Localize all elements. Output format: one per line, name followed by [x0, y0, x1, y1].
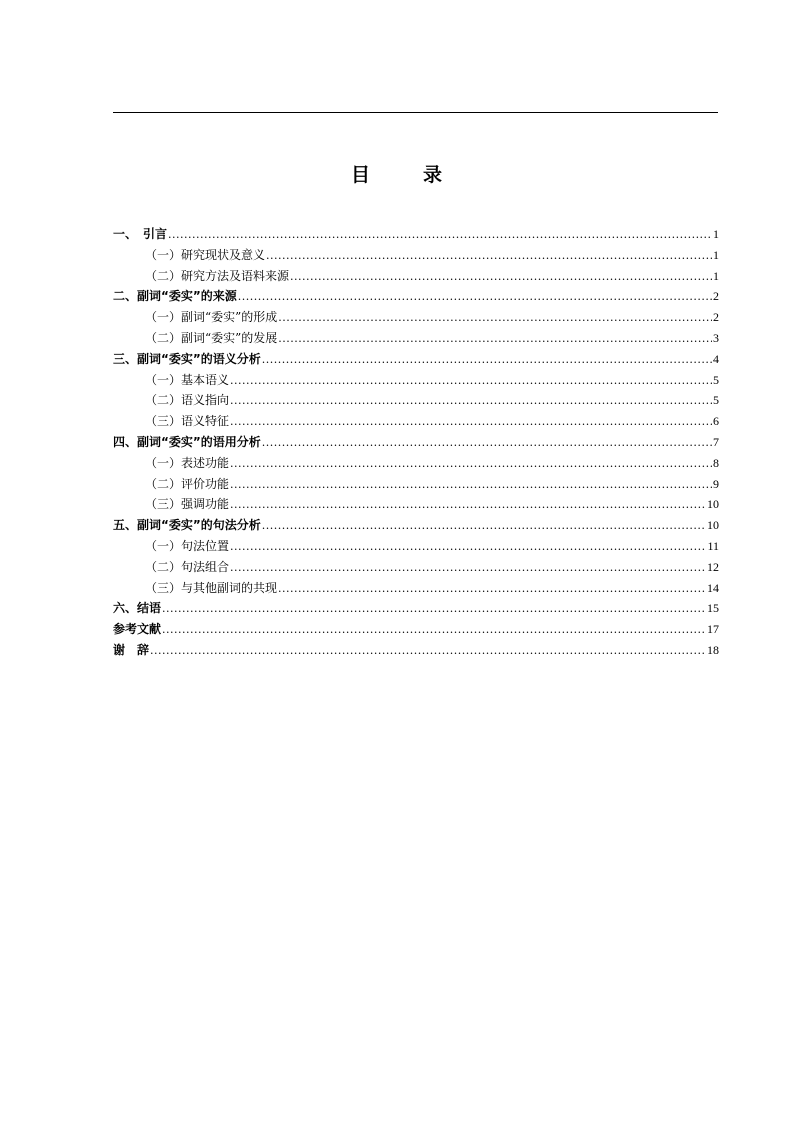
toc-section-entry[interactable]: [113, 557, 719, 578]
toc-page-number: 1: [713, 268, 719, 283]
toc-page-number: 5: [713, 372, 719, 387]
toc-entry-label: 一、 引言: [113, 227, 168, 241]
toc-page-number: 1: [713, 247, 719, 262]
toc-dot-leader: [230, 454, 712, 474]
toc-entry-label: 五、副词“委实”的句法分析: [113, 518, 261, 533]
toc-entry-label: 二、副词“委实”的来源: [113, 289, 237, 304]
toc-page-number: 9: [713, 476, 719, 491]
toc-page-number: 8: [713, 455, 719, 470]
toc-entry-label: （三）强调功能: [145, 497, 230, 512]
toc-section-entry[interactable]: [113, 266, 719, 287]
toc-dot-leader: [278, 329, 712, 349]
toc-page-number: 14: [707, 580, 719, 595]
toc-page-number: 2: [713, 310, 719, 325]
toc-page-number: 11: [707, 538, 719, 553]
toc-entry-label: （三）与其他副词的共现: [145, 580, 278, 595]
toc-dot-leader: [150, 641, 706, 661]
toc-section-entry[interactable]: [113, 474, 719, 495]
toc-dot-leader: [162, 620, 706, 640]
toc-entry-label: （一）句法位置: [145, 538, 230, 553]
toc-entry-label: （二）评价功能: [145, 476, 230, 491]
toc-dot-leader: [230, 391, 712, 411]
toc-chapter-entry[interactable]: [113, 598, 719, 619]
toc-entry-label: （二）语义指向: [145, 393, 230, 408]
toc-entry-label: （三）语义特征: [145, 414, 230, 429]
toc-dot-leader: [162, 599, 706, 619]
toc-page-number: 7: [713, 434, 719, 449]
toc-dot-leader: [230, 412, 712, 432]
toc-entry-label: 谢 辞: [113, 642, 150, 657]
toc-page-number: 15: [707, 601, 719, 616]
page-title: 目 录: [350, 164, 459, 186]
toc-dot-leader: [262, 350, 712, 370]
toc-page-number: 10: [707, 497, 719, 512]
toc-section-entry[interactable]: [113, 411, 719, 432]
toc-section-entry[interactable]: [113, 453, 719, 474]
toc-page-number: 1: [713, 227, 719, 241]
toc-chapter-entry[interactable]: [113, 224, 719, 245]
toc-dot-leader: [230, 371, 712, 391]
toc-section-entry[interactable]: [113, 536, 719, 557]
toc-page-number: 10: [707, 518, 719, 533]
toc-entry-label: 三、副词“委实”的语义分析: [113, 351, 261, 366]
toc-chapter-entry[interactable]: [113, 286, 719, 307]
toc-section-entry[interactable]: [113, 578, 719, 599]
toc-chapter-entry[interactable]: [113, 349, 719, 370]
toc-chapter-entry[interactable]: [113, 432, 719, 453]
toc-entry-label: 六、结语: [113, 601, 162, 616]
toc-dot-leader: [290, 267, 712, 287]
toc-dot-leader: [168, 225, 712, 245]
toc-dot-leader: [262, 433, 712, 453]
toc-section-entry[interactable]: [113, 307, 719, 328]
toc-entry-label: （一）研究现状及意义: [145, 247, 266, 262]
toc-dot-leader: [278, 308, 712, 328]
toc-page-number: 4: [713, 351, 719, 366]
toc-dot-leader: [278, 579, 706, 599]
toc-page-number: 5: [713, 393, 719, 408]
toc-page-number: 17: [707, 622, 719, 637]
toc-chapter-entry[interactable]: [113, 619, 719, 640]
toc-entry-label: 参考文献: [113, 622, 162, 637]
toc-entry-label: （二）句法组合: [145, 559, 230, 574]
toc-dot-leader: [230, 495, 706, 515]
header-rule: [113, 112, 718, 113]
toc-dot-leader: [262, 516, 706, 536]
table-of-contents: [113, 224, 719, 661]
toc-dot-leader: [230, 475, 712, 495]
toc-section-entry[interactable]: [113, 245, 719, 266]
toc-entry-label: （二）研究方法及语料来源: [145, 268, 290, 283]
toc-dot-leader: [266, 246, 712, 266]
toc-entry-label: （一）副词“委实”的形成: [145, 310, 278, 325]
toc-section-entry[interactable]: [113, 328, 719, 349]
toc-section-entry[interactable]: [113, 390, 719, 411]
toc-page-number: 12: [707, 559, 719, 574]
toc-section-entry[interactable]: [113, 494, 719, 515]
toc-page-number: 18: [707, 642, 719, 657]
toc-entry-label: 四、副词“委实”的语用分析: [113, 434, 261, 449]
toc-page-number: 3: [713, 330, 719, 345]
toc-dot-leader: [238, 287, 712, 307]
toc-dot-leader: [230, 558, 706, 578]
toc-chapter-entry[interactable]: [113, 640, 719, 661]
toc-entry-label: （一）基本语义: [145, 372, 230, 387]
toc-page-number: 2: [713, 289, 719, 304]
toc-dot-leader: [230, 537, 706, 557]
toc-page-number: 6: [713, 414, 719, 429]
toc-section-entry[interactable]: [113, 370, 719, 391]
toc-entry-label: （二）副词“委实”的发展: [145, 330, 278, 345]
toc-chapter-entry[interactable]: [113, 515, 719, 536]
toc-entry-label: （一）表述功能: [145, 455, 230, 470]
